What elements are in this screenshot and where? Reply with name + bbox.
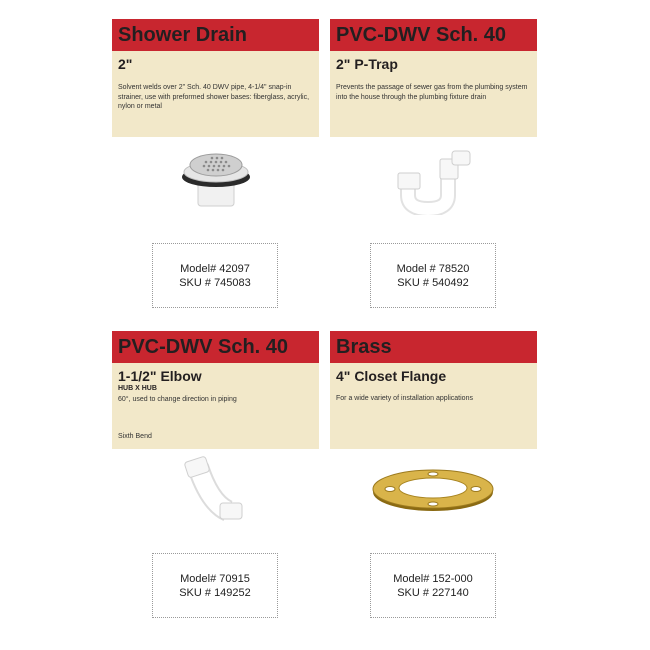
sku-number: SKU # 227140 (397, 586, 469, 599)
product-info (330, 363, 537, 449)
category-header: PVC-DWV Sch. 40 (330, 19, 537, 51)
product-card-closet-flange (330, 331, 537, 449)
product-info (112, 51, 319, 137)
product-note: Sixth Bend (118, 433, 152, 440)
sku-number: SKU # 540492 (397, 276, 469, 289)
product-description: Prevents the passage of sewer gas from the plumbing system into the house through the plumbing fixture drain (336, 84, 528, 101)
model-number: Model # 78520 (396, 262, 470, 275)
p-trap-icon (390, 145, 480, 215)
product-info (330, 51, 537, 137)
model-sku-box (370, 553, 496, 618)
elbow-icon (180, 455, 250, 525)
product-card-p-trap (330, 19, 537, 137)
sku-number: SKU # 149252 (179, 586, 251, 599)
product-description: 60°, used to change direction in piping (118, 396, 237, 403)
model-sku-box (152, 553, 278, 618)
category-header: Brass (330, 331, 537, 363)
sku-number: SKU # 745083 (179, 276, 251, 289)
product-description: For a wide variety of installation applications (336, 395, 473, 402)
product-card-elbow (112, 331, 319, 449)
model-number: Model# 70915 (180, 572, 250, 585)
model-number: Model# 152-000 (393, 572, 473, 585)
product-title: 2" P-Trap (336, 56, 398, 72)
shower-drain-icon (176, 148, 256, 210)
product-card-shower-drain (112, 19, 319, 137)
closet-flange-icon (370, 465, 496, 513)
product-info (112, 363, 319, 449)
model-sku-box (152, 243, 278, 308)
product-title: 4" Closet Flange (336, 368, 447, 384)
category-header: PVC-DWV Sch. 40 (112, 331, 319, 363)
model-number: Model# 42097 (180, 262, 250, 275)
category-header: Shower Drain (112, 19, 319, 51)
product-description: Solvent welds over 2" Sch. 40 DWV pipe, 4-1/4" snap-in strainer, use with preformed shower bases: fiberglass, acrylic, nylon or metal (118, 84, 310, 110)
product-title: 1-1/2" Elbow (118, 368, 202, 384)
product-title: 2" (118, 56, 133, 72)
product-subtitle: HUB X HUB (118, 385, 157, 392)
model-sku-box (370, 243, 496, 308)
